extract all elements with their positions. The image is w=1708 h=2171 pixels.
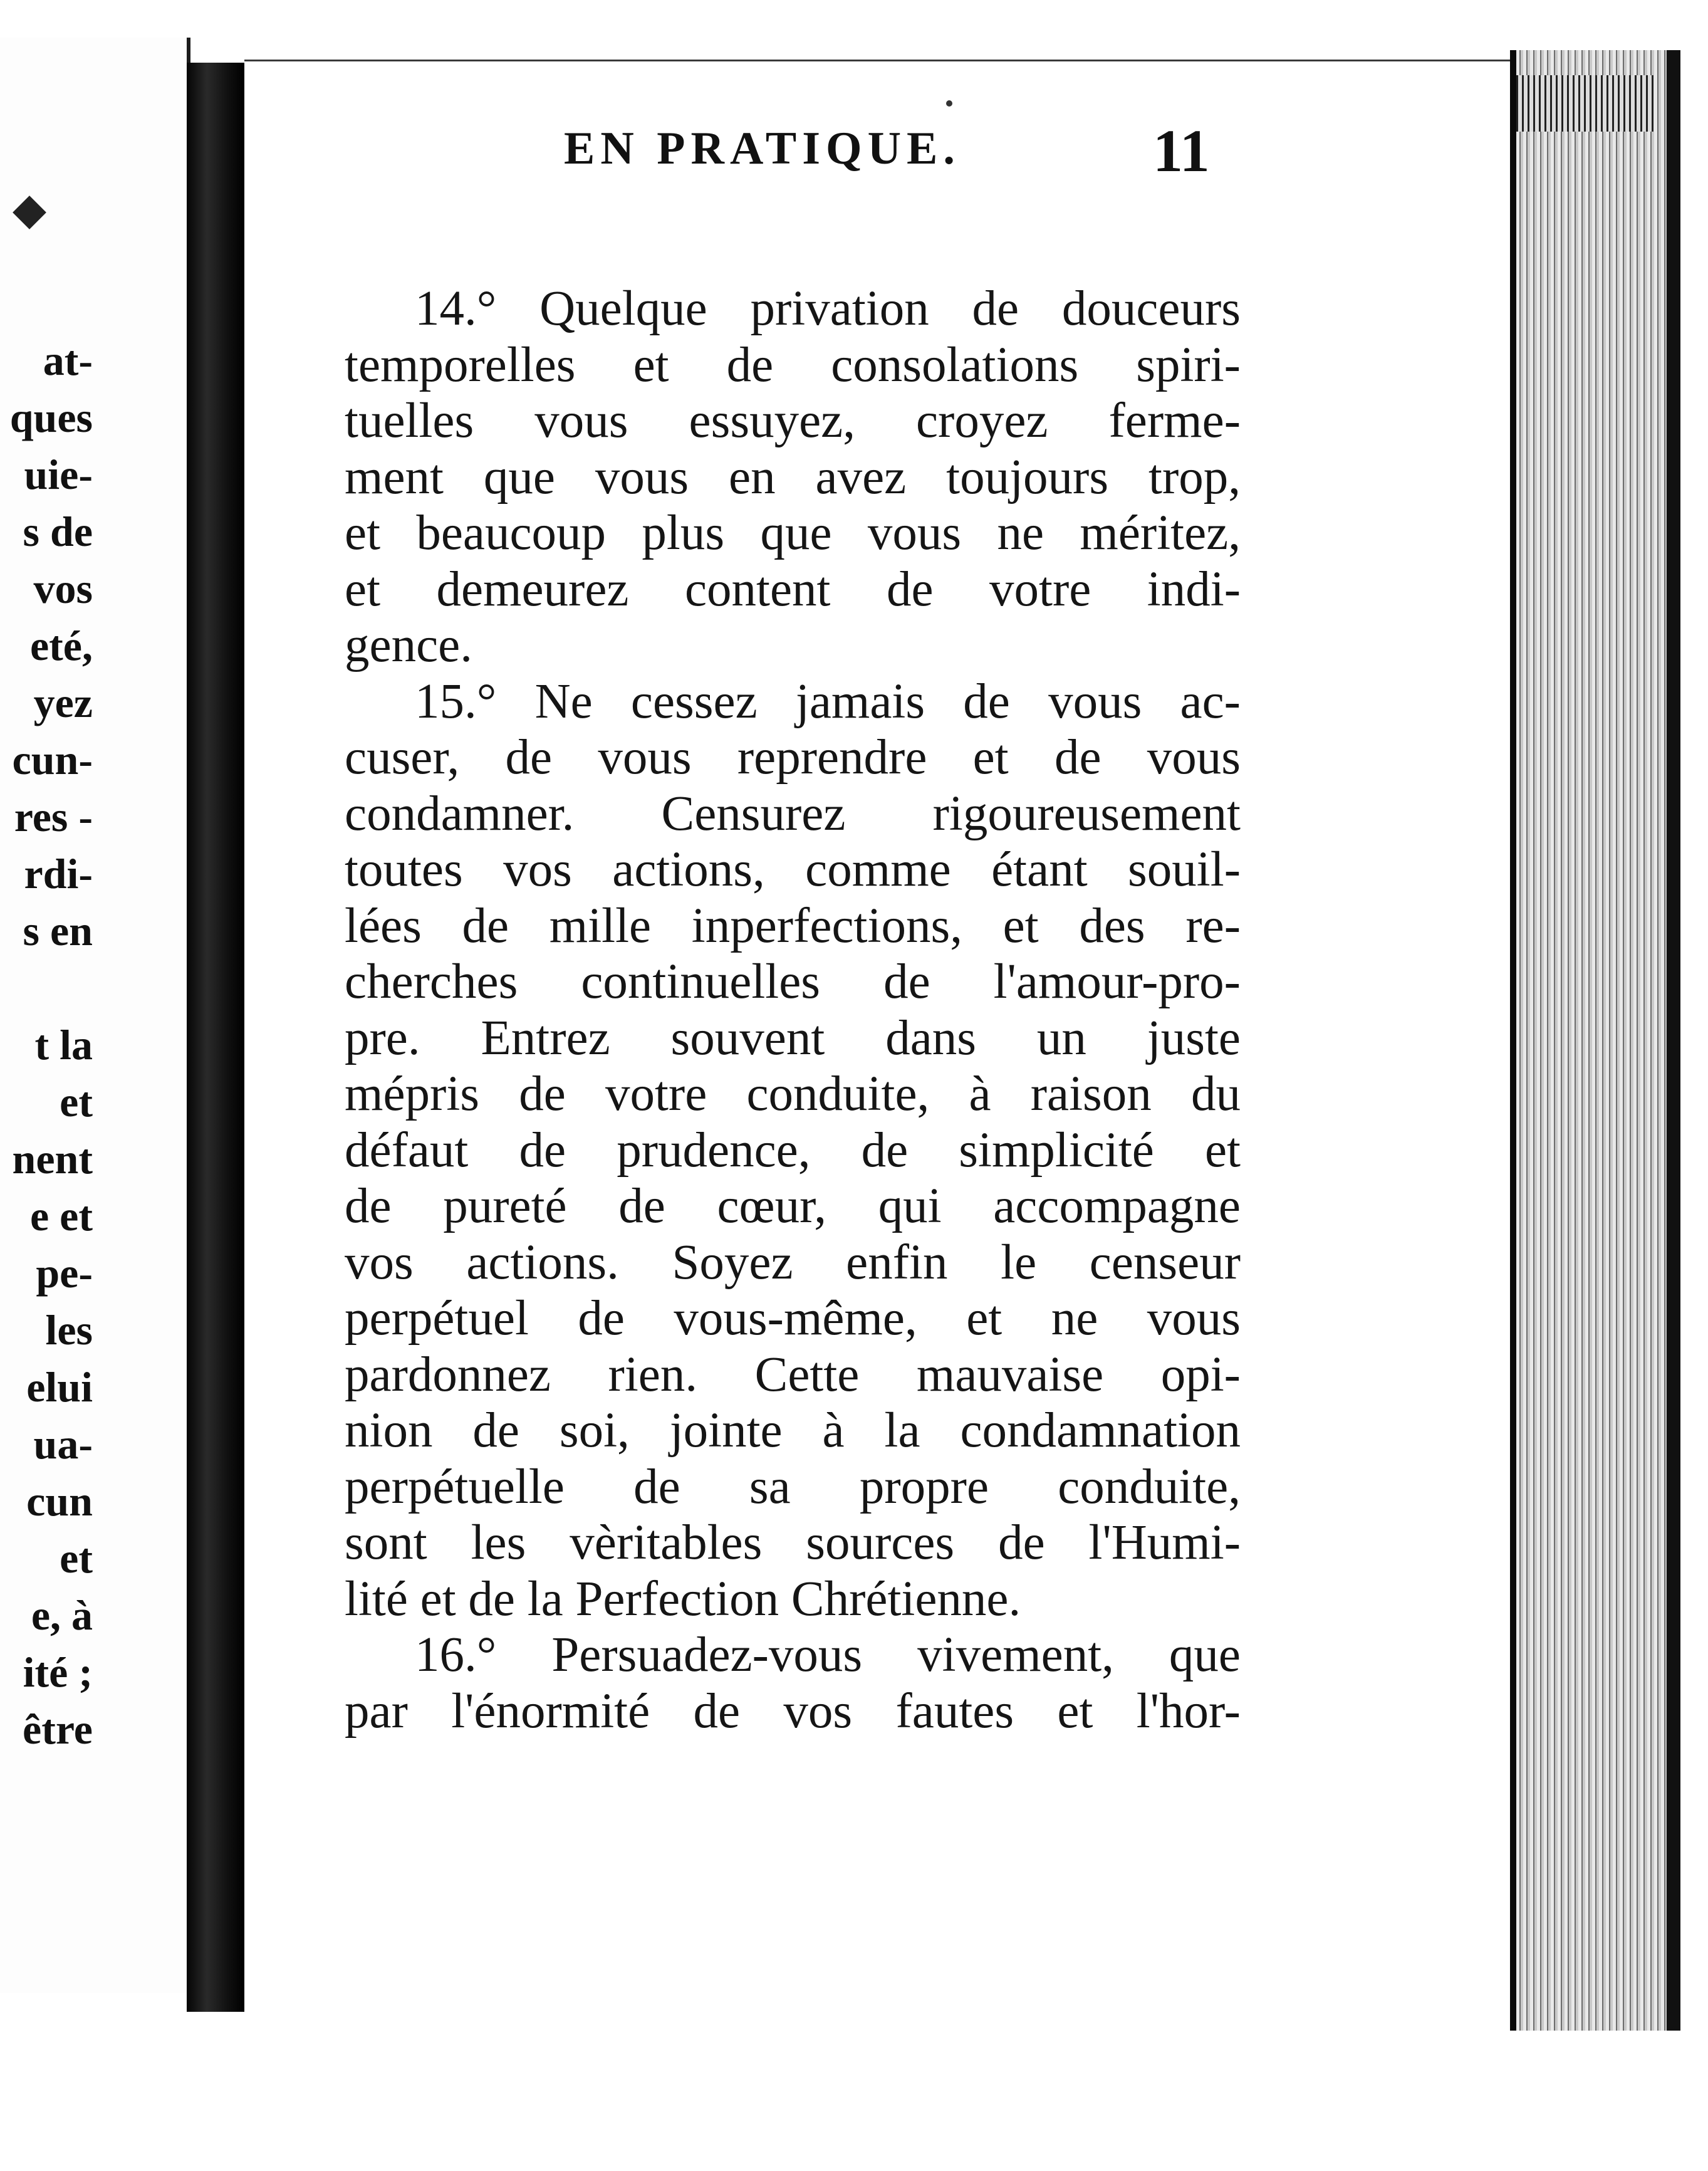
running-title: EN PRATIQUE. [564, 123, 961, 174]
left-line: ité ; [23, 1648, 93, 1696]
left-line: pe- [36, 1249, 93, 1297]
text-line: sont les vèritables sources de l'Humi- [345, 1515, 1241, 1570]
text-line: pardonnez rien. Cette mauvaise opi- [345, 1347, 1241, 1402]
text-line: pre. Entrez souvent dans un juste [345, 1010, 1241, 1065]
text-line: lées de mille inperfections, et des re- [345, 898, 1241, 953]
body-text [345, 281, 1241, 1739]
left-line: uie- [24, 451, 93, 498]
text-line: de pureté de cœur, qui accompagne [345, 1179, 1241, 1233]
text-line: lité et de la Perfection Chrétienne. [345, 1571, 1021, 1626]
left-line: e et [29, 1192, 93, 1240]
left-line: eté, [29, 622, 93, 669]
left-line: ua- [33, 1420, 93, 1468]
left-line: t la [34, 1021, 93, 1069]
ornament-mark [13, 196, 46, 229]
text-line: perpétuelle de sa propre conduite, [345, 1459, 1241, 1514]
fore-edge-top [1516, 75, 1654, 132]
text-line: par l'énormité de vos fautes et l'hor- [345, 1683, 1241, 1739]
text-line: cherches continuelles de l'amour-pro- [345, 955, 1241, 1009]
left-line: rdi- [24, 850, 93, 897]
text-line: défaut de prudence, de simplicité et [345, 1122, 1241, 1178]
page-number: 11 [1153, 117, 1210, 184]
text-line: perpétuel de vous-même, et ne vous [345, 1291, 1241, 1346]
text-line: et beaucoup plus que vous ne méritez, [345, 506, 1241, 560]
ink-speck [946, 100, 952, 107]
left-line: s en [23, 907, 93, 955]
left-line: les [45, 1306, 93, 1354]
left-line: nent [12, 1135, 93, 1183]
text-line: condamner. Censurez rigoureusement [345, 786, 1241, 841]
text-line: tuelles vous essuyez, croyez ferme- [345, 394, 1241, 448]
text-line: cuser, de vous reprendre et de vous [345, 730, 1241, 785]
text-line: temporelles et de consolations spiri- [345, 337, 1241, 392]
left-line: yez [33, 679, 93, 726]
left-line: cun [26, 1477, 93, 1525]
left-page-fragment [0, 38, 190, 1993]
left-line-gap [10, 960, 93, 1017]
left-line: et [60, 1078, 93, 1126]
text-line: mépris de votre conduite, à raison du [345, 1067, 1241, 1121]
left-line: elui [26, 1363, 93, 1411]
book-gutter [187, 63, 244, 2012]
left-line: et [60, 1534, 93, 1582]
left-line: res - [14, 793, 93, 840]
text-line: 16.° Persuadez-vous vivement, que [415, 1628, 1241, 1682]
left-line: at- [43, 337, 93, 384]
text-line: 15.° Ne cessez jamais de vous ac- [415, 674, 1241, 729]
text-line: toutes vos actions, comme étant souil- [345, 842, 1241, 897]
fore-edge-pages [1510, 50, 1680, 2031]
text-line: ment que vous en avez toujours trop, [345, 449, 1241, 505]
left-page-text [10, 332, 93, 1758]
text-line: vos actions. Soyez enfin le censeur [345, 1235, 1241, 1290]
left-line: cun- [12, 736, 93, 783]
left-line: vos [33, 565, 93, 612]
text-line: gence. [345, 618, 472, 672]
left-line: s de [23, 508, 93, 555]
left-line: ques [9, 394, 93, 441]
text-line: nion de soi, jointe à la condamnation [345, 1403, 1241, 1458]
running-head [320, 116, 1259, 185]
left-line: e, à [31, 1591, 93, 1639]
left-line: être [23, 1705, 93, 1753]
text-line: et demeurez content de votre indi- [345, 562, 1241, 617]
text-line: 14.° Quelque privation de douceurs [415, 281, 1241, 336]
